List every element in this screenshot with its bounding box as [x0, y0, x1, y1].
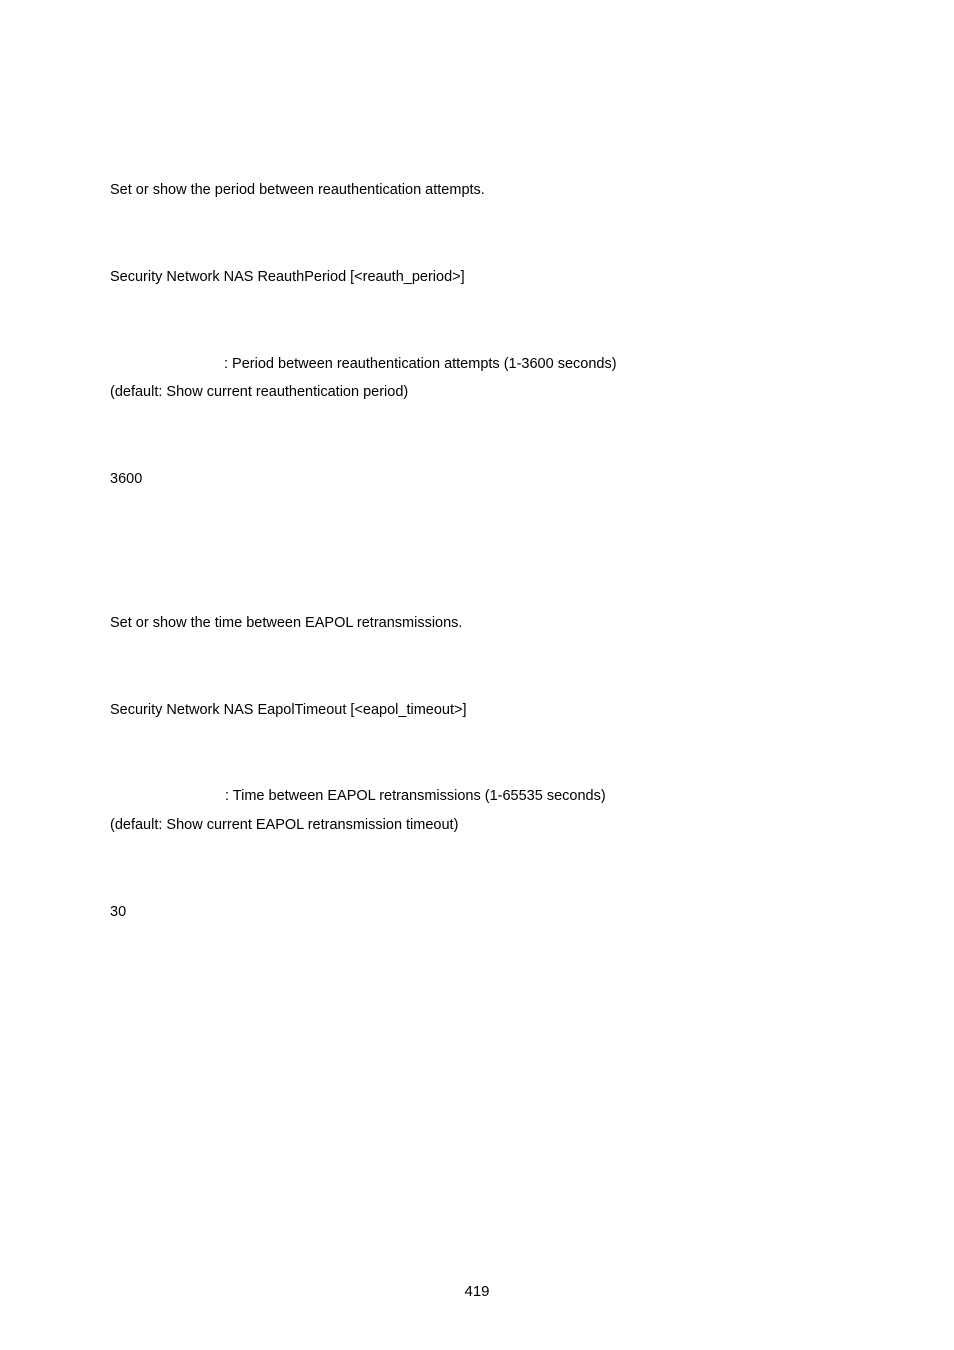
page-number: 419 [464, 1283, 490, 1300]
reauth-syntax: Security Network NAS ReauthPeriod [<reauth_period>] [110, 269, 465, 285]
reauth-description: Set or show the period between reauthentication attempts. [110, 182, 485, 198]
eapol-default-value: 30 [110, 904, 127, 920]
eapol-description: Set or show the time between EAPOL retransmissions. [110, 615, 463, 631]
reauth-parameter-description: : Period between reauthentication attempts (1-3600 seconds) [224, 356, 617, 372]
reauth-parameter-default: (default: Show current reauthentication period) [110, 384, 409, 400]
eapol-syntax: Security Network NAS EapolTimeout [<eapol_timeout>] [110, 702, 467, 718]
eapol-parameter-default: (default: Show current EAPOL retransmission timeout) [110, 817, 459, 833]
reauth-default-value: 3600 [110, 471, 143, 487]
eapol-parameter-description: : Time between EAPOL retransmissions (1-65535 seconds) [225, 788, 606, 804]
